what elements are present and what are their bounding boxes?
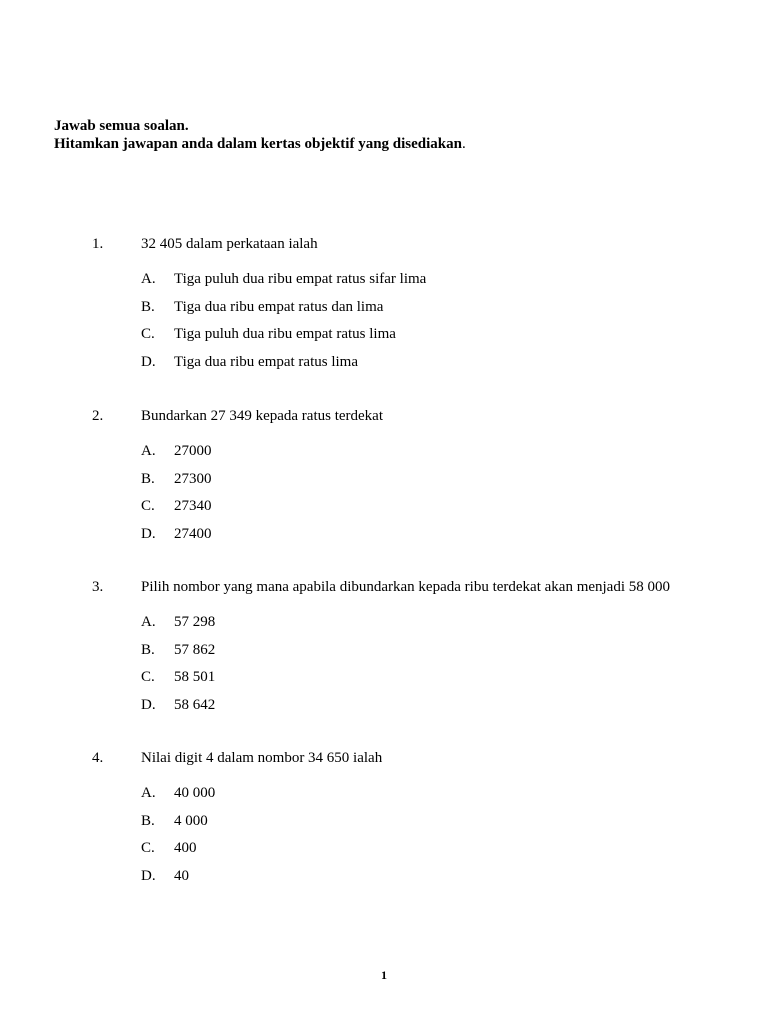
option-letter: A. [141, 271, 156, 287]
option-text: 27300 [174, 470, 212, 487]
option-d [92, 524, 752, 552]
question-text: Bundarkan 27 349 kepada ratus terdekat [141, 408, 383, 424]
option-c [92, 667, 752, 695]
option-c [92, 496, 752, 524]
option-a [92, 612, 752, 640]
page-number: 1 [381, 968, 387, 982]
option-d [92, 866, 752, 894]
option-letter: A. [141, 443, 156, 459]
question-number: 2. [92, 408, 104, 424]
option-text: 40 [174, 867, 189, 884]
option-a [92, 441, 752, 469]
option-text: 58 642 [174, 696, 216, 713]
question-stem [92, 234, 752, 254]
option-d [92, 352, 752, 380]
option-letter: C. [141, 840, 155, 856]
option-letter: B. [141, 470, 155, 487]
question-stem [92, 748, 752, 768]
option-b [92, 811, 752, 839]
option-d [92, 695, 752, 723]
option-a [92, 783, 752, 811]
option-a [92, 269, 752, 297]
option-letter: D. [141, 696, 156, 713]
option-text: 57 298 [174, 614, 216, 630]
option-text: Tiga puluh dua ribu empat ratus lima [174, 326, 396, 342]
option-text: 27400 [174, 525, 212, 542]
instructions [54, 117, 466, 153]
option-text: Tiga puluh dua ribu empat ratus sifar lima [174, 271, 427, 287]
option-letter: D. [141, 353, 156, 370]
question-text: Pilih nombor yang mana apabila dibundarkan kepada ribu terdekat akan menjadi 58 000 [141, 579, 671, 595]
option-letter: B. [141, 298, 155, 315]
option-text: 40 000 [174, 785, 216, 801]
option-list [92, 441, 752, 551]
option-b [92, 640, 752, 668]
option-letter: B. [141, 812, 155, 829]
question-stem [92, 406, 752, 426]
question-3 [92, 577, 752, 722]
option-text: 400 [174, 840, 197, 856]
instruction-line-2 [54, 135, 466, 153]
question-text: 32 405 dalam perkataan ialah [141, 236, 318, 252]
question-4 [92, 748, 752, 893]
option-letter: C. [141, 669, 155, 685]
question-number: 3. [92, 579, 104, 595]
question-number: 1. [92, 236, 104, 252]
option-list [92, 612, 752, 722]
instruction-line-1: Jawab semua soalan. [54, 118, 189, 134]
option-text: Tiga dua ribu empat ratus lima [174, 353, 358, 370]
option-text: Tiga dua ribu empat ratus dan lima [174, 298, 384, 315]
question-1 [92, 234, 752, 379]
option-letter: C. [141, 498, 155, 514]
option-c [92, 324, 752, 352]
question-text: Nilai digit 4 dalam nombor 34 650 ialah [141, 750, 383, 766]
option-letter: A. [141, 614, 156, 630]
option-letter: D. [141, 867, 156, 884]
instruction-line-2-period: . [462, 136, 466, 152]
option-text: 57 862 [174, 641, 216, 658]
option-text: 58 501 [174, 669, 216, 685]
option-letter: D. [141, 525, 156, 542]
question-stem [92, 577, 752, 597]
option-list [92, 783, 752, 893]
option-letter: B. [141, 641, 155, 658]
option-b [92, 297, 752, 325]
option-text: 4 000 [174, 812, 208, 829]
option-letter: A. [141, 785, 156, 801]
instruction-line-2-text: Hitamkan jawapan anda dalam kertas objektif yang disediakan [54, 136, 462, 152]
option-text: 27340 [174, 498, 212, 514]
option-letter: C. [141, 326, 155, 342]
option-list [92, 269, 752, 379]
question-2 [92, 406, 752, 551]
option-text: 27000 [174, 443, 212, 459]
option-b [92, 469, 752, 497]
option-c [92, 838, 752, 866]
question-number: 4. [92, 750, 104, 766]
